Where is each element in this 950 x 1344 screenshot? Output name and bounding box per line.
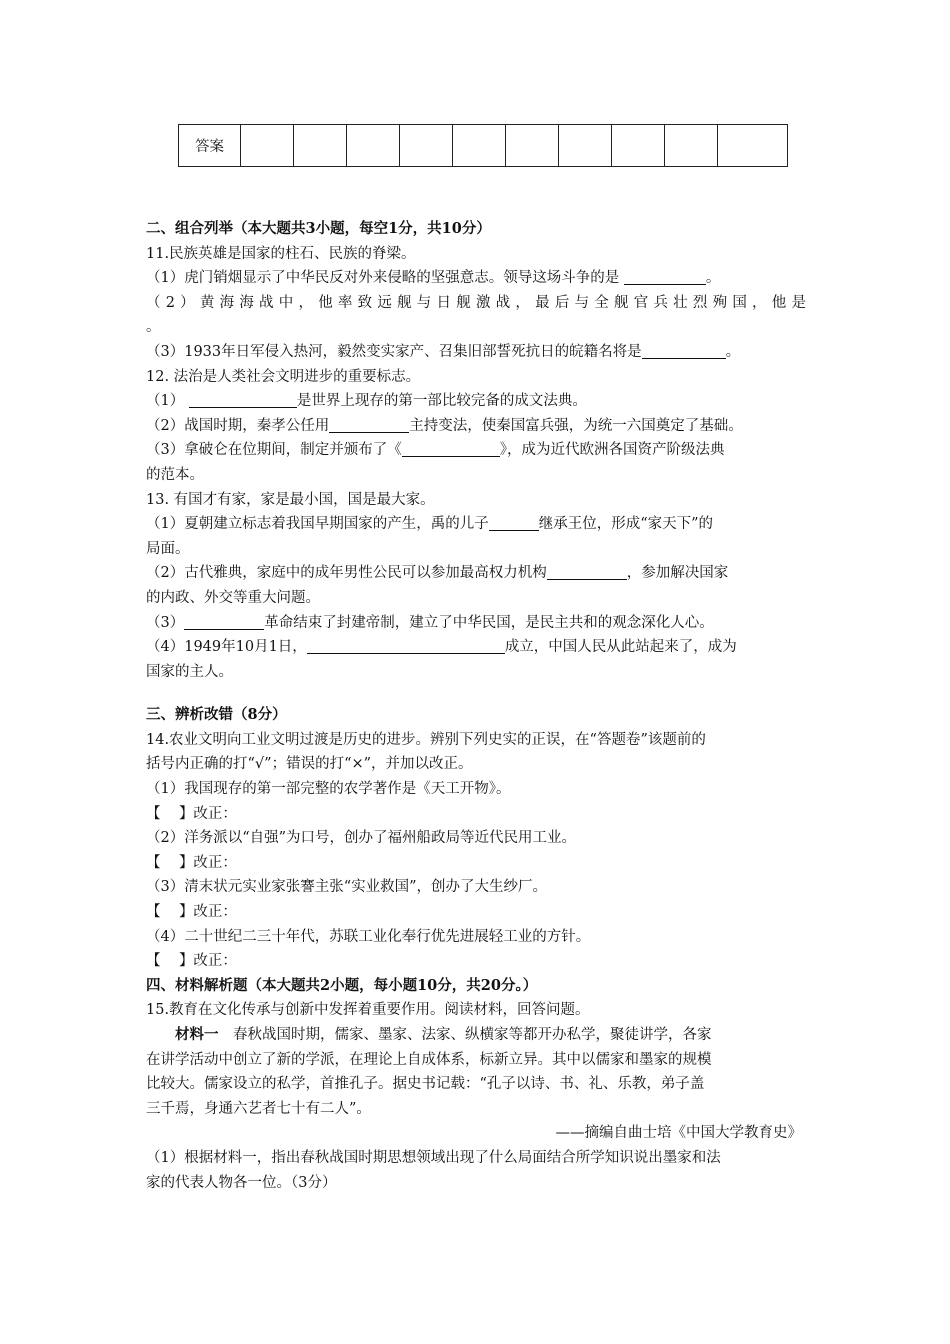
answer-row [179,125,788,167]
bracket-close-correction: 】改正： [178,953,237,970]
q12-s2-text: （2）战国时期，秦孝公任用 [146,417,330,434]
bracket-close-correction: 】改正： [178,904,237,921]
bracket-open: 【 [146,953,161,970]
q13-item-1 [146,512,806,537]
answer-cell-6[interactable] [506,125,559,167]
answer-cell-9[interactable] [665,125,718,167]
answer-cell-7[interactable] [559,125,612,167]
q13-s4-end: 成立，中国人民从此站起来了，成为 [504,639,737,656]
q12-item-2 [146,414,806,439]
q13-s3-end: 革命结束了封建帝制，建立了中华民国，是民主共和的观念深化人心。 [264,614,714,631]
q13-s1-text: （1）夏朝建立标志着我国早期国家的产生，禹的儿子 [146,516,489,533]
q12-s3-end: 》，成为近代欧洲各国资产阶级法典 [499,442,725,459]
q14-answer-2[interactable] [146,851,806,876]
q12-stem: 12. 法治是人类社会文明进步的重要标志。 [146,368,421,385]
answer-blank[interactable] [489,513,539,531]
q11-item-1 [146,266,806,291]
answer-cell-1[interactable] [241,125,294,167]
answer-blank[interactable] [642,341,726,359]
q15-stem: 15.教育在文化传承与创新中发挥着重要作用。阅读材料，回答问题。 [146,1002,590,1019]
q11-s1-end: 。 [705,270,721,287]
q15-sub1-line-1: （1）根据材料一，指出春秋战国时期思想领域出现了什么局面结合所学知识说出墨家和法 [146,1149,721,1166]
answer-blank[interactable] [402,439,500,457]
answer-blank[interactable] [189,390,297,408]
answer-cell-8[interactable] [612,125,665,167]
q12-s1-end: 是世界上现存的第一部比较完备的成文法典。 [296,393,587,410]
q14-item-2: （2）洋务派以“自强”为口号，创办了福州船政局等近代民用工业。 [146,830,577,847]
q13-item-2 [146,561,806,586]
q11-s1-text: （1）虎门销烟显示了中华民反对外来侵略的坚强意志。领导这场斗争的是 [146,270,624,287]
q13-item-1-cont: 局面。 [146,540,190,557]
q13-s4-text: （4）1949年10月1日， [146,639,307,656]
answer-cell-10[interactable] [718,125,788,167]
q15-material-line-4: 三千焉，身通六艺者七十有二人”。 [146,1100,371,1117]
section2-title: 二、组合列举（本大题共3小题，每空1分，共10分） [146,220,491,237]
q15-material-line-2: 在讲学活动中创立了新的学派，在理论上自成体系，标新立异。其中以儒家和墨家的规模 [146,1051,712,1068]
answer-blank[interactable] [329,415,409,433]
q12-item-3-cont: 的范本。 [146,466,204,483]
material-text: 春秋战国时期，儒家、墨家、法家、纵横家等都开办私学，聚徒讲学，各家 [218,1027,712,1043]
q13-item-4-cont: 国家的主人。 [146,663,233,680]
q14-answer-1[interactable] [146,802,806,827]
q15-material-line-3: 比较大。儒家设立的私学，首推孔子。据史书记载：“孔子以诗、书、礼、乐教，弟子盖 [146,1076,705,1093]
bracket-close-correction: 】改正： [178,854,237,871]
q12-s2-end: 主持变法，使秦国富兵强，为统一六国奠定了基础。 [409,417,743,434]
q11-stem: 11.民族英雄是国家的柱石、民族的脊梁。 [146,245,416,262]
answer-table [178,124,788,167]
q15-sub1-line-2: 家的代表人物各一位。（3分） [146,1174,337,1191]
q13-s2-end: ，参加解决国家 [626,565,729,582]
q14-item-3: （3）清末状元实业家张謇主张“实业救国”，创办了大生纱厂。 [146,879,548,896]
answer-cell-3[interactable] [347,125,400,167]
q14-stem-2: 括号内正确的打“√”；错误的打“×”，并加以改正。 [146,756,473,773]
answer-cell-5[interactable] [453,125,506,167]
q13-item-3 [146,611,806,636]
q14-stem-1: 14.农业文明向工业文明过渡是历史的进步。辨别下列史实的正误，在“答题卷”该题前的 [146,731,706,748]
answer-blank[interactable] [624,267,706,285]
q13-s3-text: （3） [146,614,185,631]
q13-item-4 [146,635,806,660]
q12-item-3 [146,438,806,463]
q12-s3-text: （3）拿破仑在位期间，制定并颁布了《 [146,442,402,459]
q11-s3-end: 。 [725,343,741,360]
answer-cell-2[interactable] [294,125,347,167]
material-label: 材料一 [175,1026,219,1043]
q14-item-4: （4）二十世纪二三十年代，苏联工业化奉行优先进展轻工业的方针。 [146,928,591,945]
bracket-open: 【 [146,854,161,871]
section3-title: 三、辨析改错（8分） [146,706,287,724]
q14-item-1: （1）我国现存的第一部完整的农学著作是《天工开物》。 [146,781,511,798]
answer-blank[interactable] [547,562,627,580]
q15-material-line-1 [146,1023,806,1048]
q13-s2-text: （2）古代雅典，家庭中的成年男性公民可以参加最高权力机构 [146,565,547,582]
q11-s3-text: （3）1933年日军侵入热河，毅然变实家产、召集旧部誓死抗日的皖籍名将是 [146,343,642,360]
bracket-close-correction: 】改正： [178,805,237,822]
q12-s1-text: （1） [146,393,189,410]
exam-content [146,217,806,1195]
q14-answer-4[interactable] [146,949,806,974]
q11-item-3 [146,340,806,365]
q13-s1-end: 继承王位，形成“家天下”的 [538,516,714,533]
section4-title: 四、材料解析题（本大题共2小题，每小题10分，共20分。） [146,976,538,994]
bracket-open: 【 [146,805,161,822]
q13-item-2-cont: 的内政、外交等重大问题。 [146,589,320,606]
q14-answer-3[interactable] [146,900,806,925]
answer-cell-4[interactable] [400,125,453,167]
answer-blank[interactable] [307,636,505,654]
q11-item-2-end: 。 [146,319,161,336]
q15-source: ——摘编自曲士培《中国大学教育史》 [555,1125,802,1142]
bracket-open: 【 [146,904,161,921]
q13-stem: 13. 有国才有家，家是最小国，国是最大家。 [146,491,435,508]
answer-label: 答案 [179,125,241,167]
q11-item-2: （2）黄海海战中，他率致远舰与日舰激战，最后与全舰官兵壮烈殉国，他是 [146,294,806,311]
answer-blank[interactable] [184,612,264,630]
q12-item-1 [146,389,806,414]
